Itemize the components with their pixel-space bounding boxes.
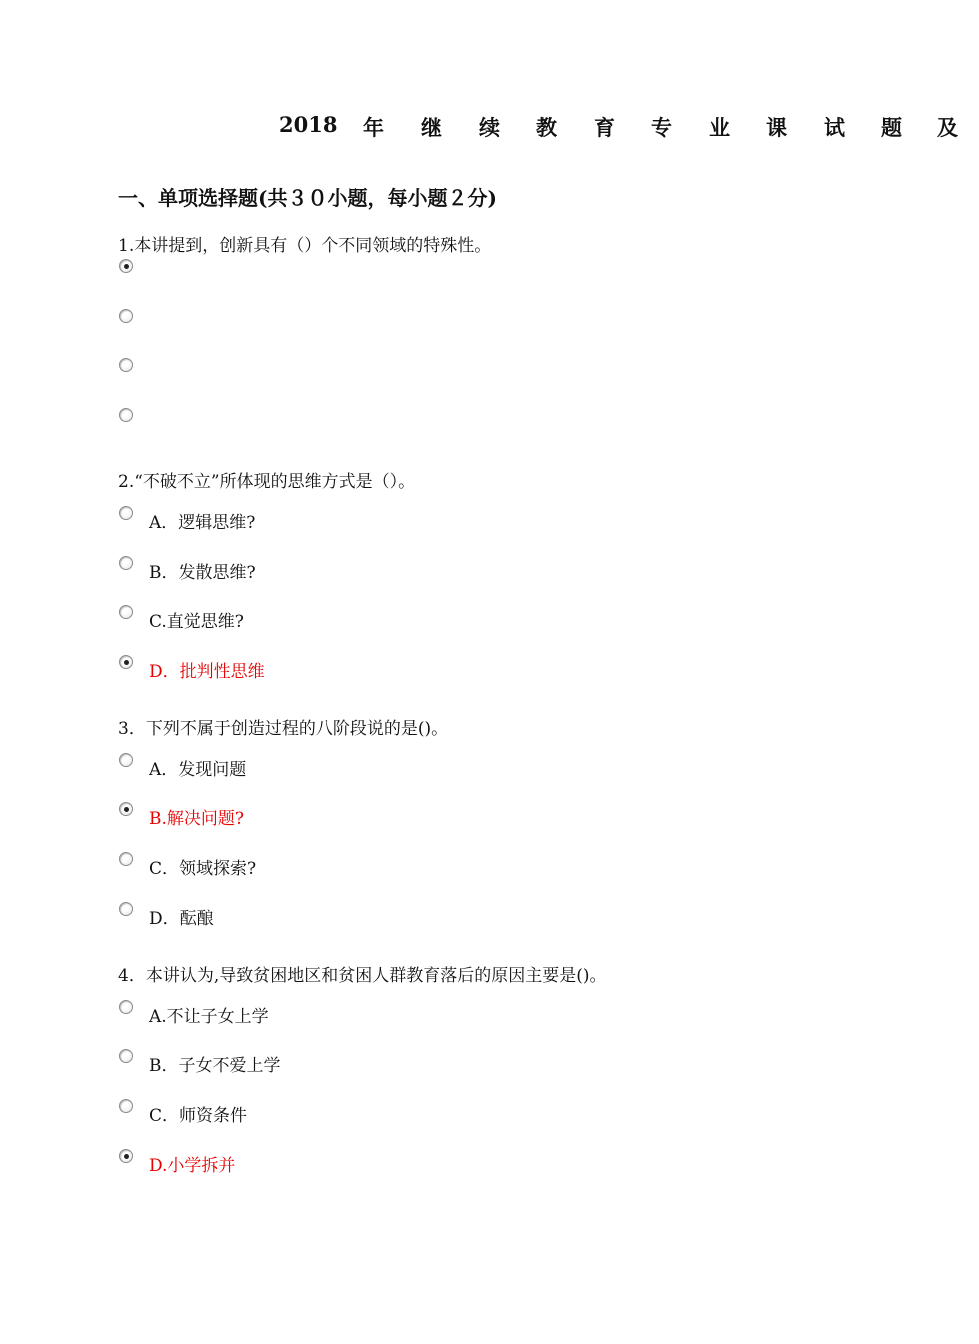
- title-char: 继: [421, 115, 442, 140]
- question-4-text: 4．本讲认为,导致贫困地区和贫困人群教育落后的原因主要是()。: [118, 966, 607, 986]
- title-char: 及: [937, 115, 958, 140]
- document-title: [279, 112, 979, 142]
- title-char: 题: [881, 115, 902, 140]
- title-char: 课: [766, 115, 787, 140]
- question-2-text: 2.“不破不立”所体现的思维方式是（）。: [118, 472, 416, 492]
- option-label: D.小学拆并: [149, 1156, 236, 1176]
- radio-button-icon[interactable]: [119, 259, 133, 273]
- option-label: A.不让子女上学: [149, 1007, 269, 1027]
- radio-button-icon[interactable]: [119, 1049, 133, 1063]
- radio-button-icon[interactable]: [119, 802, 133, 816]
- title-char: 2018: [279, 112, 338, 137]
- question-3-text: 3．下列不属于创造过程的八阶段说的是()。: [118, 719, 449, 739]
- radio-button-icon[interactable]: [119, 1099, 133, 1113]
- title-char: 育: [594, 115, 615, 140]
- option-label: B.解决问题?: [149, 809, 245, 829]
- title-char: 续: [479, 115, 500, 140]
- question-1-text: 1.本讲提到，创新具有（）个不同领域的特殊性。: [118, 236, 492, 256]
- option-label: D．批判性思维: [149, 662, 265, 682]
- option-label: A．发现问题: [149, 760, 247, 780]
- section-heading: 一、单项选择题(共３０小题，每小题２分): [118, 186, 497, 210]
- title-char: 专: [651, 115, 672, 140]
- option-label: C.直觉思维?: [149, 612, 244, 632]
- option-label: D．酝酿: [149, 909, 214, 929]
- option-label: C．师资条件: [149, 1106, 248, 1126]
- option-label: A．逻辑思维?: [149, 513, 256, 533]
- radio-button-icon[interactable]: [119, 852, 133, 866]
- radio-button-icon[interactable]: [119, 753, 133, 767]
- title-char: 年: [363, 115, 384, 140]
- title-char: 试: [824, 115, 845, 140]
- radio-button-icon[interactable]: [119, 358, 133, 372]
- radio-button-icon[interactable]: [119, 506, 133, 520]
- radio-button-icon[interactable]: [119, 605, 133, 619]
- radio-button-icon[interactable]: [119, 1000, 133, 1014]
- radio-button-icon[interactable]: [119, 655, 133, 669]
- radio-button-icon[interactable]: [119, 556, 133, 570]
- option-label: B．子女不爱上学: [149, 1056, 281, 1076]
- radio-button-icon[interactable]: [119, 1149, 133, 1163]
- title-char: 业: [709, 115, 730, 140]
- option-label: B．发散思维?: [149, 563, 256, 583]
- radio-button-icon[interactable]: [119, 408, 133, 422]
- radio-button-icon[interactable]: [119, 309, 133, 323]
- option-label: C．领域探索?: [149, 859, 257, 879]
- title-char: 教: [536, 115, 557, 140]
- radio-button-icon[interactable]: [119, 902, 133, 916]
